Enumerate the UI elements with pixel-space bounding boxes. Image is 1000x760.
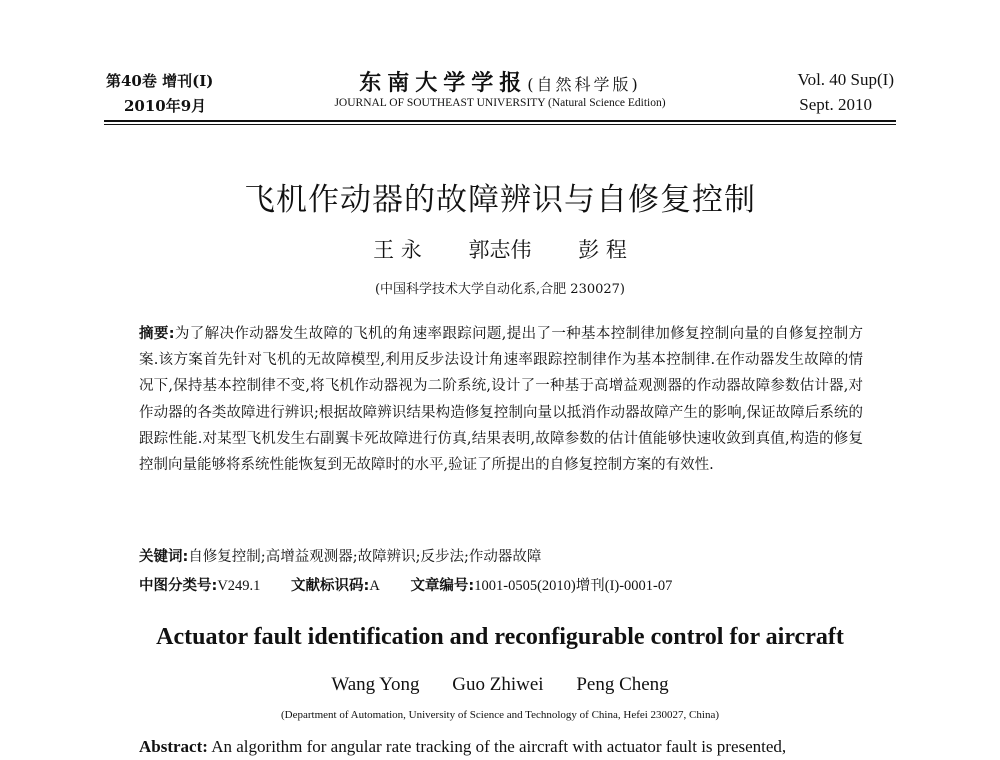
journal-volume-en: Vol. 40 Sup(I) xyxy=(797,70,894,89)
journal-edition-cn: (自然科学版) xyxy=(527,75,641,94)
affiliation-en: (Department of Automation, University of Science and Technology of China, Hefei 230027, China) xyxy=(280,709,719,721)
keywords-text-cn: 自修复控制;高增益观测器;故障辨识;反步法;作动器故障 xyxy=(188,549,542,565)
keywords-label-cn: 关键词: xyxy=(139,549,189,565)
abstract-cn xyxy=(139,321,863,478)
author-en: Peng Cheng xyxy=(576,674,669,695)
doc-code-value: A xyxy=(369,578,380,594)
clc-label: 中图分类号: xyxy=(139,578,218,594)
journal-name-cn: 东南大学学报 xyxy=(359,70,528,96)
journal-date-cn: 2010年9月 xyxy=(124,97,207,115)
author-cn: 郭志伟 xyxy=(468,238,532,262)
classification-line xyxy=(139,574,672,595)
journal-title-en: JOURNAL OF SOUTHEAST UNIVERSITY (Natural Science Edition) xyxy=(334,97,666,109)
authors-cn xyxy=(0,234,1000,264)
article-no-label: 文章编号: xyxy=(410,578,475,594)
abstract-text-en: An algorithm for angular rate tracking of the aircraft with actuator fault is presented, xyxy=(211,737,787,756)
article-no-value: 1001-0505(2010)增刊(I)-0001-07 xyxy=(474,578,673,594)
author-cn: 王 永 xyxy=(373,238,422,262)
doc-code-label: 文献标识码: xyxy=(291,578,370,594)
header-rule-thin xyxy=(104,124,896,125)
author-en: Wang Yong xyxy=(331,674,420,695)
header-rule-thick xyxy=(104,120,896,122)
paper-title-cn: 飞机作动器的故障辨识与自修复控制 xyxy=(244,182,756,218)
abstract-label-en: Abstract: xyxy=(139,737,208,756)
clc-value: V249.1 xyxy=(217,578,261,594)
author-en: Guo Zhiwei xyxy=(452,674,544,695)
journal-date-en: Sept. 2010 xyxy=(799,95,872,114)
abstract-label-cn: 摘要: xyxy=(139,326,175,342)
affiliation-cn: (中国科学技术大学自动化系,合肥 230027) xyxy=(374,282,626,297)
abstract-text-cn: 为了解决作动器发生故障的飞机的角速率跟踪问题,提出了一种基本控制律加修复控制向量的自修复控制方案.该方案首先针对飞机的无故障模型,利用反步法设计角速率跟踪控制律作为基本控制律.在作动器发生故障的情况下,保持基本控制律不变,将飞机作动器视为二阶系统,设计了一种基于高增益观测器的作动器故障参数估计器,对作动器的各类故障进行辨识;根据故障辨识结果构造修复控制向量以抵消作动器故障产生的影响,保证故障后系统的跟踪性能.对某型飞机发生右副翼卡死故障进行仿真,结果表明,故障参数的估计值能够快速收敛到真值,构造的修复控制向量能够将系统性能恢复到无故障时的水平,验证了所提出的自修复控制方案的有效性. xyxy=(139,326,863,474)
authors-en xyxy=(0,674,1000,696)
author-cn: 彭 程 xyxy=(578,238,627,262)
keywords-cn xyxy=(139,545,541,566)
paper-title-en: Actuator fault identification and reconfigurable control for aircraft xyxy=(156,624,844,650)
abstract-en xyxy=(139,737,863,757)
journal-volume-cn: 第40卷 增刊(I) xyxy=(106,72,214,90)
